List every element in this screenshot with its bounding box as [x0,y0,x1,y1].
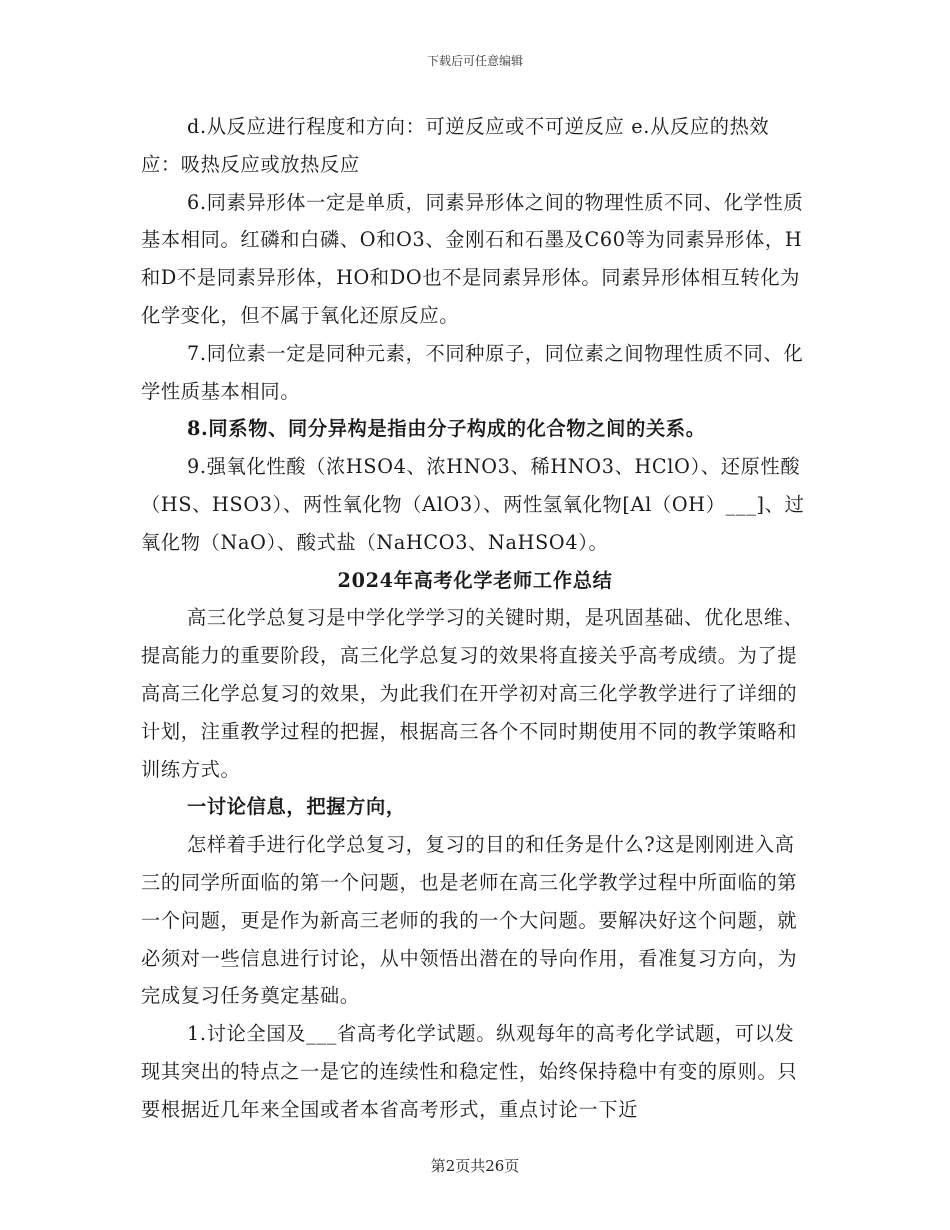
paragraph-isotopes: 7.同位素一定是同种元素，不同种原子，同位素之间物理性质不同、化学性质基本相同。 [141,341,804,403]
paragraph-exam-study: 1.讨论全国及___省高考化学试题。纵观每年的高考化学试题，可以发现其突出的特点之一是它的连续性和稳定性，始终保持稳中有变的原则。只要根据近几年来全国或者本省高考形式，重点讨论一下近 [141,1022,798,1121]
paragraph-acids: 9.强氧化性酸（浓HSO4、浓HNO3、稀HNO3、HClO）、还原性酸（HS、HSO3）、两性氧化物（AlO3）、两性氢氧化物[Al（OH）___]、过氧化物（NaO）、酸式盐（NaHCO3、NaHSO4）。 [141,455,805,554]
paragraph-reaction-classification: d.从反应进行程度和方向：可逆反应或不可逆反应 e.从反应的热效应：吸热反应或放热反应 [141,115,770,176]
subheading-research: 一讨论信息，把握方向， [187,795,406,819]
document-body [141,108,809,1129]
paragraph-homologs: 8.同系物、同分异构是指由分子构成的化合物之间的关系。 [187,417,706,441]
paragraph-allotropes: 6.同素异形体一定是单质，同素异形体之间的物理性质不同、化学性质基本相同。红磷和白磷、O和O3、金刚石和石墨及C60等为同素异形体，H和D不是同素异形体，HO和DO也不是同素异形体。同素异形体相互转化为化学变化，但不属于氧化还原反应。 [141,190,804,327]
page-number: 第2页共26页 [430,1157,520,1175]
section-title: 2024年高考化学老师工作总结 [337,568,613,592]
page-header: 下载后可任意编辑 [426,54,523,68]
paragraph-intro: 高三化学总复习是中学化学学习的关键时期，是巩固基础、优化思维、提高能力的重要阶段，高三化学总复习的效果将直接关乎高考成绩。为了提高高三化学总复习的效果，为此我们在开学初对高三化学教学进行了详细的计划，注重教学过程的把握，根据高三各个不同时期使用不同的教学策略和训练方式。 [141,606,804,781]
paragraph-research: 怎样着手进行化学总复习，复习的目的和任务是什么?这是刚刚进入高三的同学所面临的第一个问题，也是老师在高三化学教学过程中所面临的第一个问题，更是作为新高三老师的我的一个大问题。要解决好这个问题，就必须对一些信息进行讨论，从中领悟出潜在的导向作用，看准复习方向，为完成复习任务奠定基础。 [141,833,798,1008]
